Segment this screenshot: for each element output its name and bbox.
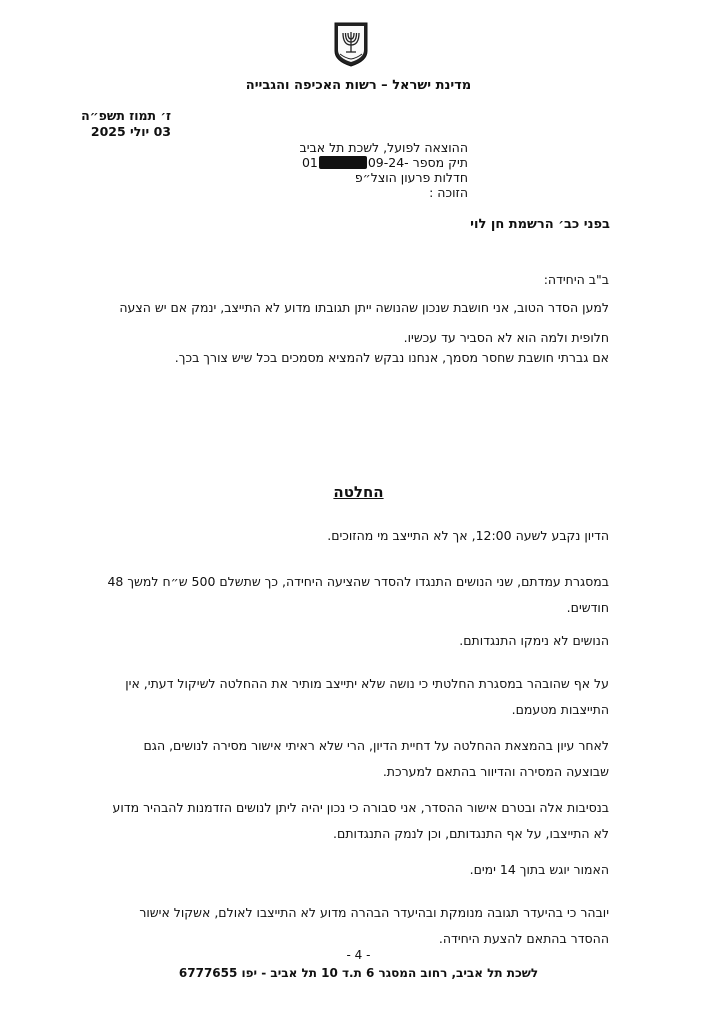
case-number xyxy=(300,155,469,170)
case-number-value: 09-24-01 xyxy=(301,155,409,170)
registrar-line: בפני כב׳ הרשמת חן לוי xyxy=(470,217,610,232)
case-type: חדלות פרעון הוצל״פ xyxy=(354,170,468,185)
menorah-emblem-icon xyxy=(331,21,371,67)
decision-paragraph: יובהר כי בהיעדר תגובה מנומקת ובהיעדר הבהרה מדוע לא התייצבו לאולם, אשקול אישור ההסדר בהתאם להצעת היחידה. xyxy=(139,905,609,946)
case-number-label: תיק מספר xyxy=(412,155,468,170)
addressee-office: ההוצאה לפועל, לשכת תל אביב xyxy=(299,140,468,155)
decision-paragraph: במסגרת עמדתם, שני הנושים התנגדו להסדר שהציעה היחידה, כך שתשלם 500 ש״ח למשך 48 חודשים. xyxy=(107,574,609,615)
footer-address: לשכת תל אביב, רחוב המסגר 6 ת.ד 10 תל אביב - יפו 6777655 xyxy=(178,966,539,980)
hebrew-date: ז׳ תמוז תשפ״ה xyxy=(81,108,171,123)
gregorian-date: 03 יולי 2025 xyxy=(90,124,171,139)
decision-title: החלטה xyxy=(333,483,384,501)
decision-paragraph: האמור יוגש בתוך 14 ימים. xyxy=(469,862,609,877)
page-number: - 4 - xyxy=(346,948,371,962)
header-title: מדינת ישראל – רשות האכיפה והגבייה xyxy=(245,78,472,93)
transcript-paragraph-2: אם גברתי חושבת שחסר מסמך, אנחנו נבקש להמציא מסמכים בכל שיש צורך בכך. xyxy=(174,350,609,365)
redaction-mark xyxy=(319,156,367,169)
creditor-label: הזוכה : xyxy=(429,185,468,200)
decision-paragraph: בנסיבות אלה ובטרם אישור ההסדר, אני סבורה כי נכון יהיה ליתן לנושים הזדמנות להבהיר מדוע לא התייצבו, על אף התנגדותם, וכן לנמק התנגדותם. xyxy=(112,800,609,841)
decision-paragraph: לאחר עיון בהמצאת ההחלטה על דחיית הדיון, הרי שלא ראיתי אישור מסירה לנושים, הגם שבוצעה המסירה והדיוור בהתאם למערכת. xyxy=(143,738,609,779)
decision-paragraph: הדיון נקבע לשעה 12:00, אך לא התייצב מי מהזוכים. xyxy=(327,528,609,543)
decision-paragraph: הנושים לא נימקו התנגדותם. xyxy=(459,633,609,648)
decision-paragraph: על אף שהובהר במסגרת החלטתי כי נושה שלא יתייצב מותיר את ההחלטה לשיקול דעתי, אין התייצבות מטעמם. xyxy=(125,676,609,717)
date-block xyxy=(81,108,171,140)
greeting: ב"ב היחידה: xyxy=(543,272,609,287)
addressee-block xyxy=(300,140,469,200)
transcript-paragraph-1: למען הסדר הטוב, אני חושבת שנכון שהנושה ייתן תגובתו מדוע לא התייצב, ינמק אם יש הצעה חלופית ולמה הוא לא הסביר עד עכשיו. xyxy=(119,300,609,345)
